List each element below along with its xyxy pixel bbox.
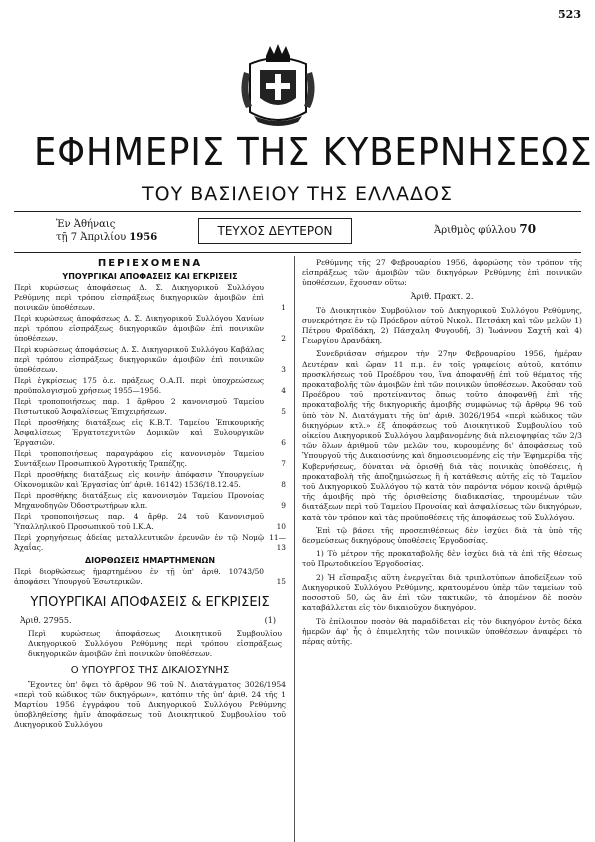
contents-entry-page: 3 bbox=[281, 365, 286, 374]
contents-entry-text: Περὶ προσθήκης διατάξεως εἰς κοινὴν ἀπόφασιν Ὑπουργείων Οἰκονομικῶν καὶ Ἐργασίας ὑπ' ἀριθ. 16142) 1536/18.12.45. bbox=[14, 470, 264, 489]
newspaper-title: ΕΦΗΜΕΡΙΣ ΤΗΣ ΚΥΒΕΡΝΗΣΕΩΣ bbox=[33, 130, 593, 174]
contents-entry bbox=[14, 533, 286, 553]
contents-entry bbox=[14, 449, 286, 469]
contents-title: ΠΕΡΙΕΧΟΜΕΝΑ bbox=[97, 258, 203, 269]
section-heading: ΥΠΟΥΡΓΙΚΑΙ ΑΠΟΦΑΣΕΙΣ & ΕΓΚΡΙΣΕΙΣ bbox=[30, 595, 270, 610]
issue-part-box: ΤΕΥΧΟΣ ΔΕΥΤΕΡΟΝ bbox=[198, 218, 352, 244]
body-paragraph: Τὸ Διοικητικὸν Συμβούλιον τοῦ Δικηγορικοῦ Συλλόγου Ρεθύμνης, συνεκρότησε ἐν τῷ Πρόεδρον αὐτοῦ Νικολ. Πετσάκη καὶ τῶν μελῶν 1) Πέτρου Φραϊδάκη, 2) Πάσχαλη Φυγουδῆ, 3) Ἰωάννου Σαχτῆ καὶ 4) Γεωργίου Δρανδάκη. bbox=[302, 305, 582, 346]
body-paragraph: 2) Ἡ εἴσπραξις αὕτη ἐνεργεῖται διὰ τριπλοτύπων ἀποδείξεων τοῦ Δικηγορικοῦ Συλλόγου Ρεθύμνης, κρατουμένου ὑπὲρ τῶν ταμείων τοῦ ποσοστοῦ 50, ὡς ἂν ἐπὶ τῶν τακτικῶν, τὸ ἀπομένον δὲ ποσὸν καταβάλλεται εἰς τὸν δικαιοῦχον δικηγόρον. bbox=[302, 572, 582, 613]
decision-intro: Ἔχοντες ὑπ' ὄψει τὸ ἄρθρον 96 τοῦ Ν. Διατάγματος 3026/1954 «περὶ τοῦ κώδικος τῶν δικηγόρων», κατόπιν τῆς ὑπ' ἀριθ. 24 τῆς 1 Μαρτίου 1956 ἐγγράφου τοῦ Δικηγορικοῦ Συλλόγου Ρεθύμνης ὑποβληθείσης ἡμῖν ἀποφάσεως τοῦ Διοικητικοῦ Συμβουλίου τοῦ Δικηγορικοῦ Συλλόγου bbox=[14, 680, 286, 729]
header-bottom-rule bbox=[14, 252, 581, 253]
corrections-list bbox=[14, 567, 286, 587]
contents-entry-text: Περὶ προσθήκης διατάξεως εἰς κανονισμὸν Ταμείου Προνοίας Μηχανοδηγῶν Ὀδοστρωτήρων κλπ. bbox=[14, 491, 264, 510]
contents-corrections-heading: ΔΙΟΡΘΩΣΕΙΣ ΗΜΑΡΤΗΜΕΝΩΝ bbox=[84, 556, 216, 565]
contents-entry-text: Περὶ τροποποιήσεως παραγράφου εἰς κανονισμὸν Ταμείου Συντάξεων Προσωπικοῦ Ἀγροτικῆς Τραπέζης. bbox=[14, 449, 264, 468]
column-divider bbox=[294, 256, 295, 842]
contents-entry-text: Περὶ τροποποιήσεως παρ. 1 ἄρθρου 2 κανονισμοῦ Ταμείου Πιστωτικοῦ Ἀσφαλίσεως Ἐπιχειρήσεων. bbox=[14, 397, 264, 416]
contents-entry-page: 1 bbox=[281, 303, 286, 312]
contents-entry-page: 10 bbox=[276, 522, 286, 531]
contents-entry-page: 9 bbox=[281, 501, 286, 510]
contents-entry bbox=[14, 491, 286, 511]
contents-entry bbox=[14, 283, 286, 313]
contents-entry bbox=[14, 345, 286, 375]
contents-entry-text: Περὶ κυρώσεως ἀποφάσεως Δ. Σ. Δικηγορικοῦ Συλλόγου Χανίων περὶ τρόπου εἰσπράξεως δικηγορικῶν ἀμοιβῶν ἐπὶ ποινικῶν ὑποθέσεων. bbox=[14, 314, 264, 343]
contents-section-heading: ΥΠΟΥΡΓΙΚΑΙ ΑΠΟΦΑΣΕΙΣ ΚΑΙ ΕΓΚΡΙΣΕΙΣ bbox=[62, 272, 238, 281]
issue-date-block bbox=[56, 218, 157, 244]
contents-entry bbox=[14, 567, 286, 587]
contents-entry-page: 11—13 bbox=[269, 533, 286, 552]
issue-year: 1956 bbox=[129, 232, 158, 243]
contents-entry-text: Περὶ προσθήκης διατάξεως εἰς Κ.Β.Τ. Ταμείου Ἐπικουρικῆς Ἀσφαλίσεως Ἐργατοτεχνιτῶν Δομικῶν καὶ Ξυλουργικῶν Ἐργασιῶν. bbox=[14, 418, 264, 447]
left-column bbox=[14, 258, 286, 733]
contents-entry bbox=[14, 397, 286, 417]
contents-entry-page: 5 bbox=[281, 407, 286, 416]
contents-entry-page: 15 bbox=[276, 577, 286, 586]
contents-entry-text: Περὶ τροποποιήσεως παρ. 4 ἄρθρ. 24 τοῦ Κανονισμοῦ Ὑπαλληλικοῦ Προσωπικοῦ τοῦ Ι.Κ.Α. bbox=[14, 512, 264, 531]
sheet-number-block bbox=[434, 222, 536, 236]
decision-subject: Περὶ κυρώσεως ἀποφάσεως Διοικητικοῦ Συμβουλίου Δικηγορικοῦ Συλλόγου Ρεθύμνης περὶ τρόπου εἰσπράξεως δικηγορικῶν ἀμοιβῶν ἐπὶ ποινικῶν ὑποθέσεων. bbox=[28, 629, 282, 658]
contents-list bbox=[14, 283, 286, 553]
body-paragraph: Ἐπὶ τῷ βάσει τῆς προσεπιθέσεως δὲν ἰσχύει διὰ τὰ ὑπὸ τῆς δεσμεύσεως δικηγόρους ὑποθέσεις Ἐργοδοσίας. bbox=[302, 525, 582, 546]
contents-entry-text: Περὶ χορηγήσεως ἀδείας μεταλλευτικῶν ἐρευνῶν ἐν τῷ Νομῷ Ἀχαΐας. bbox=[14, 533, 264, 552]
sheet-label: Ἀριθμὸς φύλλου bbox=[434, 225, 517, 236]
contents-entry-page: 8 bbox=[281, 480, 286, 489]
body-paragraph: 1) Τὸ μέτρον τῆς προκαταβολῆς δὲν ἰσχύει διὰ τὰ ἐπὶ τῆς θέσεως τοῦ Πρωτοδικείου Ἐργοδοσίας. bbox=[302, 549, 582, 569]
contents-entry-page: 4 bbox=[281, 386, 286, 395]
body-paragraph: Συνεδριάσαν σήμερον τὴν 27ην Φεβρουαρίου 1956, ἡμέραν Δευτέραν καὶ ὥραν 11 π.μ. ἐν τοῖς γραφείοις αὐτοῦ, κατόπιν προσκλήσεως τοῦ Προέδρου του, ἵνα ἀποφανθῇ ἐπὶ τοῦ θέματος τῆς προκαταβολῆς τῶν ἀμοιβῶν ἐπὶ τῶν ποινικῶν ὑποθέσεων. Ἀκοῦσαν τοῦ Προέδρου τοῦ προτείναντος ὅπως τοῦτο ἀποφανθῇ ἐπὶ τῆς προκαταβολῆς τῆς δικηγορικῆς ἀμοιβῆς συμφώνως τῷ ἄρθρῳ 96 τοῦ ὑπὸ τὸν Ν. Διατάγματι τῆς ὑπ' ἀριθ. 3026/1954 «περὶ κώδικος τῶν δικηγόρων κτλ.» ἐξ ἀποφάσεως τοῦ Διοικητικοῦ Συμβουλίου τοῦ οἰκείου Δικηγορικοῦ Συλλόγου λαμβανομένης διὰ πλειοψηφίας τῶν 2/3 τῶν ὅλων ἀριθμοῦ τῶν μελῶν του, κυρουμένης δι' ἀποφάσεως τοῦ Ὑπουργοῦ τῆς Δικαιοσύνης καὶ δημοσιευομένης εἰς τὴν Ἐφημερίδα τῆς Κυβερνήσεως, δύναται νὰ ὁρισθῇ διὰ τὰς ποινικὰς ὑποθέσεις, ἡ προκαταβολὴ τῆς ἀποζημιώσεως ἢ ἡ κατάθεσις αὐτῆς εἰς τὸ Ταμεῖον τοῦ Δικηγορικοῦ Συλλόγου τῷ κατὰ τὸν παρόντα νόμον κοινῷ ἀριθμῷ τῆς ἀμοιβῆς πρὸ τῆς ὁρισθείσης διαδικασίας, τηρουμένων τῶν διατάξεων περὶ τοῦ Ταμείου Προνοίας καὶ ἀσφαλίσεως τῶν δικηγόρων, κατὰ τὸν τρόπον καὶ τὰς προϋποθέσεις τῆς ἀποφάσεως τοῦ Συλλόγου. bbox=[302, 349, 582, 522]
decision-number: Ἀριθ. 27955. bbox=[20, 616, 72, 625]
newspaper-subtitle: ΤΟΥ ΒΑΣΙΛΕΙΟΥ ΤΗΣ ΕΛΛΑΔΟΣ bbox=[142, 183, 453, 205]
contents-entry-text: Περὶ κυρώσεως ἀποφάσεως Δ. Σ. Δικηγορικοῦ Συλλόγου Ρεθύμνης περὶ τρόπου εἰσπράξεως δικηγορικῶν ἀμοιβῶν ἐπὶ ποινικῶν ὑποθέσεων. bbox=[14, 283, 264, 312]
royal-coat-of-arms bbox=[236, 42, 320, 130]
contents-entry bbox=[14, 512, 286, 532]
page-number: 523 bbox=[558, 8, 581, 21]
contents-entry bbox=[14, 314, 286, 344]
issue-date: τῇ 7 Ἀπριλίου bbox=[56, 232, 127, 243]
contents-entry-text: Περὶ κυρώσεως ἀποφάσεως Δ. Σ. Δικηγορικοῦ Συλλόγου Καβάλας περὶ τρόπου εἰσπράξεως δικηγορικῶν ἀμοιβῶν ἐπὶ ποινικῶν ὑποθέσεων. bbox=[14, 345, 264, 374]
contents-entry-page: 6 bbox=[281, 438, 286, 447]
masthead-rule bbox=[14, 211, 581, 212]
body-paragraph: Ρεθύμνης τῆς 27 Φεβρουαρίου 1956, ἀφορώσης τὸν τρόπον τῆς εἰσπράξεως τῶν ἀμοιβῶν τῶν δικηγόρων Ρεθύμνης ἐπὶ ποινικῶν ὑποθέσεων, ἔχουσαν οὕτω: bbox=[302, 258, 582, 288]
decision-number-line bbox=[14, 616, 286, 625]
contents-entry bbox=[14, 418, 286, 448]
contents-entry bbox=[14, 470, 286, 490]
contents-entry-page: 2 bbox=[281, 334, 286, 343]
right-column bbox=[302, 258, 582, 650]
minister-heading: Ο ΥΠΟΥΡΓΟΣ ΤΗΣ ΔΙΚΑΙΟΣΥΝΗΣ bbox=[70, 665, 230, 676]
contents-entry-text: Περὶ ἐγκρίσεως 175 ὁ.ε. πράξεως Ο.Α.Π. περὶ ὑποχρεώσεως προϋπολογισμοῦ χρήσεως 1955—1956. bbox=[14, 376, 264, 395]
body-paragraph: Τὸ ἐπίλοιπον ποσὸν θὰ παραδίδεται εἰς τὸν δικηγόρον ἐντὸς δέκα ἡμερῶν ἀφ' ἧς ὁ ἐπιμελητὴς τῶν ποινικῶν ὑποθέσεων ἀναφέρει τὸ πέρας αὐτῆς. bbox=[302, 616, 582, 646]
issue-place: Ἐν Ἀθήναις bbox=[56, 219, 116, 230]
decision-mark: (1) bbox=[264, 616, 276, 625]
contents-entry-text: Περὶ διορθώσεως ἡμαρτημένου ἐν τῇ ὑπ' ἀριθ. 10743/50 ἀποφάσει Ὑπουργοῦ Ἐσωτερικῶν. bbox=[14, 567, 264, 586]
contents-entry-page: 7 bbox=[281, 459, 286, 468]
sheet-number: 70 bbox=[519, 222, 537, 236]
minutes-number: Ἀριθ. Πρακτ. 2. bbox=[410, 291, 474, 301]
contents-entry bbox=[14, 376, 286, 396]
